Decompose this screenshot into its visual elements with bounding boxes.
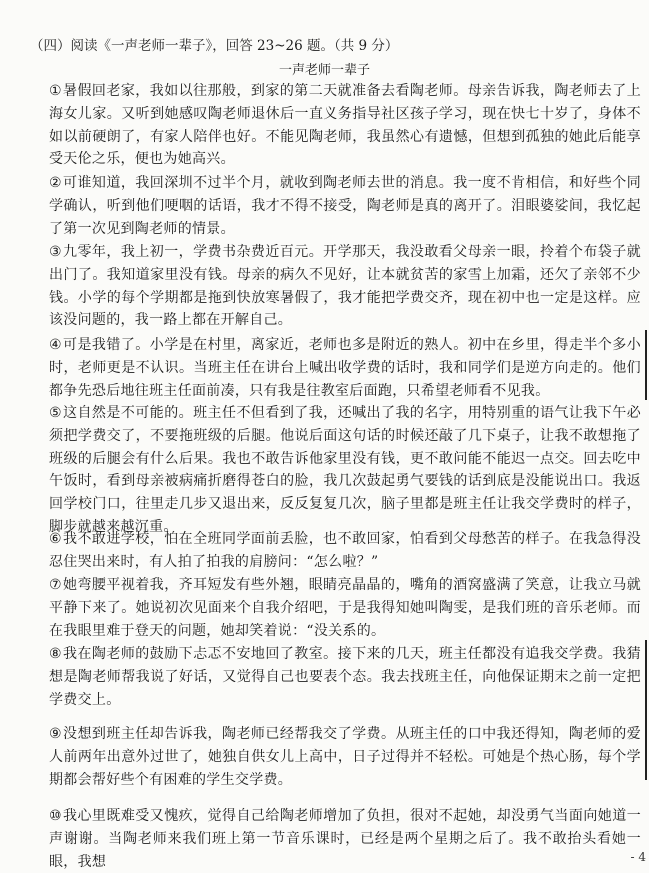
paragraph-1 [49, 80, 641, 171]
paragraph-6 [49, 528, 641, 574]
section-heading: （四）阅读《一声老师一辈子》，回答 23~26 题。（共 9 分） [30, 38, 399, 54]
paragraph-number: ⑩ [49, 808, 63, 824]
paragraph-7 [49, 574, 641, 642]
paragraph-number: ③ [49, 244, 63, 260]
paragraph-number: ⑤ [49, 405, 63, 421]
paragraph-9 [49, 723, 641, 791]
paragraph-text: 九零年，我上初一，学费书杂费近百元。开学那天，我没敢看父母亲一眼，拎着个布袋子就出门了。我知道家里没有钱。母亲的病久不见好，让本就贫苦的家雪上加霜，还欠了亲邻不少钱。小学的每个学期都是拖到快放寒暑假了，我才能把学费交齐，现在初中也一定是这样。应该没问题的，我一路上都在开解自己。 [49, 244, 641, 329]
paragraph-number: ⑥ [49, 531, 63, 547]
paragraph-text: 我在陶老师的鼓励下忐忑不安地回了教室。接下来的几天，班主任都没有追我交学费。我猜想是陶老师帮我说了好话，又觉得自己也要表个态。我去找班主任，向他保证期末之前一定把学费交上。 [49, 646, 641, 708]
page-number: - 4 [630, 850, 646, 864]
paragraph-number: ② [49, 175, 63, 191]
paragraph-number: ⑧ [49, 646, 63, 662]
paragraph-number: ④ [49, 337, 63, 353]
paragraph-text: 我心里既难受又愧疚，觉得自己给陶老师增加了负担，很对不起她，却没勇气当面向她道一声谢谢。当陶老师来我们班上第一节音乐课时，已经是两个星期之后了。我不敢抬头看她一眼，我想 [49, 808, 641, 870]
paragraph-text: 暑假回老家，我如以往那般，到家的第二天就准备去看陶老师。母亲告诉我，陶老师去了上海女儿家。又听到她感叹陶老师退休后一直义务指导社区孩子学习，现在快七十岁了，身体不如以前硬朗了，有家人陪伴也好。不能见陶老师，我虽然心有遗憾，但想到孤独的她此后能享受天伦之乐，便也为她高兴。 [49, 83, 641, 168]
paragraph-10 [49, 805, 641, 873]
paragraph-5 [49, 402, 641, 539]
paragraph-text: 我不敢进学校，怕在全班同学面前丢脸，也不敢回家，怕看到父母愁苦的样子。在我急得没忍住哭出来时，有人拍了拍我的肩膀问：“怎么啦？” [49, 531, 641, 570]
paragraph-text: 她弯腰平视着我，齐耳短发有些外翘，眼睛亮晶晶的，嘴角的酒窝盛满了笑意，让我立马就平静下来了。她说初次见面来个自我介绍吧，于是我得知她叫陶雯，是我们班的音乐老师。而在我眼里难于登天的问题，她却笑着说：“没关系的。 [49, 577, 641, 639]
paragraph-8 [49, 643, 641, 711]
paragraph-number: ⑦ [49, 577, 63, 593]
paragraph-text: 这自然是不可能的。班主任不但看到了我，还喊出了我的名字，用特别重的语气让我下午必须把学费交了，不要拖班级的后腿。他说后面这句话的时候还敲了几下桌子，让我不敢想拖了班级的后腿会有什么后果。我也不敢告诉他家里没有钱，更不敢问能不能迟一点交。回去吃中午饭时，看到母亲被病痛折磨得苍白的脸，我几次鼓起勇气要钱的话到底是没能说出口。我返回学校门口，往里走几步又退出来，反反复复几次，脑子里都是班主任让我交学费时的样子，脚步就越来越沉重。 [49, 405, 641, 535]
paragraph-text: 可谁知道，我回深圳不过半个月，就收到陶老师去世的消息。我一度不肯相信，和好些个同学确认，听到他们哽咽的话语，我才不得不接受，陶老师是真的离开了。泪眼婆娑间，我忆起了第一次见到陶老师的情景。 [49, 175, 641, 237]
scan-edge-line [645, 330, 647, 400]
paragraph-number: ① [49, 83, 63, 99]
scan-edge-line [645, 640, 647, 780]
paragraph-2 [49, 172, 641, 240]
paragraph-text: 可是我错了。小学是在村里，离家近，老师也多是附近的熟人。初中在乡里，得走半个多小时，老师更是不认识。当班主任在讲台上喊出收学费的话时，我和同学们是逆方向走的。他们都争先恐后地往班主任面前凑，只有我是往教室后面跑，只希望老师看不见我。 [49, 337, 641, 399]
paragraph-4 [49, 334, 641, 402]
paragraph-number: ⑨ [49, 726, 63, 742]
article-title: 一声老师一辈子 [278, 63, 370, 78]
paragraph-text: 没想到班主任却告诉我，陶老师已经帮我交了学费。从班主任的口中我还得知，陶老师的爱人前两年出意外过世了，她独自供女儿上高中，日子过得并不轻松。可她是个热心肠，每个学期都会帮好些个有困难的学生交学费。 [49, 726, 641, 788]
paragraph-3 [49, 241, 641, 332]
